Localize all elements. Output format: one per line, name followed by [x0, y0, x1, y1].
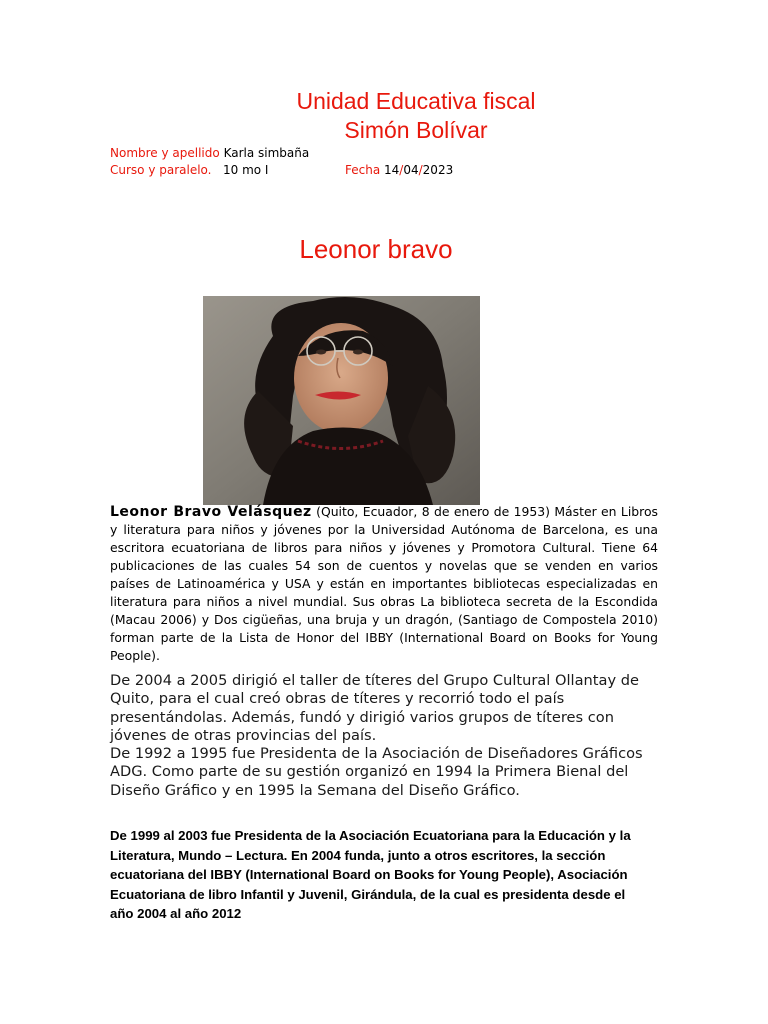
author-portrait: [203, 296, 480, 505]
biography-paragraph: [110, 503, 658, 665]
name-value: Karla simbaña: [223, 146, 310, 160]
course-label: Curso y paralelo.: [110, 163, 212, 177]
date-year: 2023: [422, 163, 454, 177]
page-title: Leonor bravo: [299, 234, 453, 264]
biography-text: (Quito, Ecuador, 8 de enero de 1953) Máster en Libros y literatura para niños y jóvenes por la Universidad Autónoma de Barcelona, es una escritora ecuatoriana de libros para niños y jóvenes y Promotora Cultural. Tiene 64 publicaciones de las cuales 54 son de cuentos y novelas que se venden en varios países de Latinoamérica y USA y están en importantes bibliotecas especializadas en literatura para niños a nivel mundial. Sus obras La biblioteca secreta de la Escondida (Macau 2006) y Dos cigüeñas, una bruja y un dragón, (Santiago de Compostela 2010) forman parte de la Lista de Honor del IBBY (International Board on Books for Young People).: [110, 504, 658, 663]
date-label: Fecha: [345, 163, 381, 177]
career-paragraph: [110, 672, 658, 800]
school-name-line1: Unidad Educativa fiscal: [296, 88, 536, 114]
student-name-row: [110, 146, 309, 161]
date-day: 14: [384, 163, 400, 177]
date-row: [345, 163, 453, 178]
date-separator: /: [399, 163, 404, 177]
course-value: 10 mo I: [223, 163, 269, 177]
author-full-name: Leonor Bravo Velásquez: [110, 504, 312, 520]
design-association-text: De 1992 a 1995 fue Presidenta de la Asociación de Diseñadores Gráficos ADG. Como parte de su gestión organizó en 1994 la Primera Bienal del Diseño Gráfico y en 1995 la Semana del Diseño Gráfico.: [110, 745, 643, 799]
date-value: [384, 163, 453, 177]
name-label: Nombre y apellido: [110, 146, 220, 160]
school-name-line2: Simón Bolívar: [344, 117, 488, 143]
ibby-paragraph: De 1999 al 2003 fue Presidenta de la Asociación Ecuatoriana para la Educación y la Literatura, Mundo – Lectura. En 2004 funda, junto a otros escritores, la sección ecuatoriana del IBBY (International Board on Books for Young People), Asociación Ecuatoriana de libro Infantil y Juvenil, Girándula, de la cual es presidenta desde el año 2004 al año 2012: [110, 828, 631, 921]
date-month: 04: [403, 163, 419, 177]
date-separator: /: [418, 163, 423, 177]
portrait-image: [203, 296, 480, 505]
puppetry-text: De 2004 a 2005 dirigió el taller de títeres del Grupo Cultural Ollantay de Quito, para el cual creó obras de títeres y recorrió todo el país presentándolas. Además, fundó y dirigió varios grupos de títeres con jóvenes de otras provincias del país.: [110, 672, 639, 744]
